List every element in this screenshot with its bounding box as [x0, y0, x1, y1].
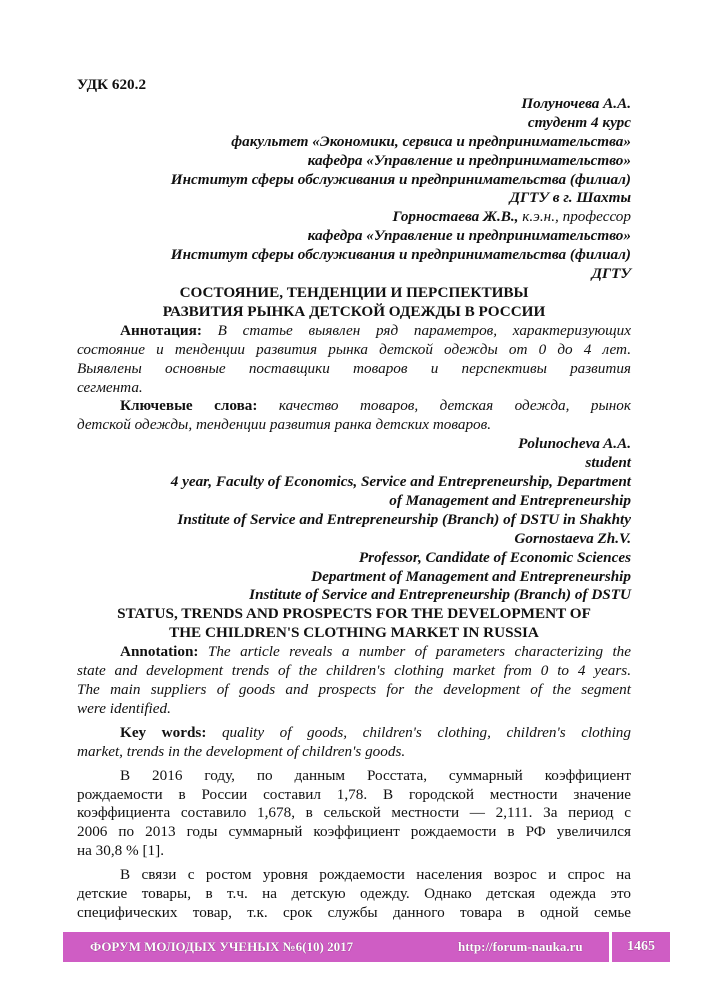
title-en-line: THE CHILDREN'S CLOTHING MARKET IN RUSSIA [169, 624, 539, 642]
body-paragraph-2 [77, 866, 631, 923]
body-line: коэффициента составило 1,678, в сельской местности — 2,111. За период с [77, 804, 631, 822]
annotation-ru-line: состояние и тенденции развития рынка детской одежды от 0 до 4 лет. [77, 340, 631, 358]
body-line: В 2016 году, по данным Росстата, суммарный коэффициент [120, 766, 631, 784]
author1-faculty-ru: факультет «Экономики, сервиса и предпринимательства» [231, 132, 631, 150]
body-line: 2006 по 2013 годы суммарный коэффициент рождаемости в РФ увеличился [77, 823, 631, 841]
annotation-en-line: were identified. [77, 699, 171, 717]
annotation-ru-line: сегмента. [77, 378, 143, 396]
title-en-line: STATUS, TRENDS AND PROSPECTS FOR THE DEVELOPMENT OF [117, 605, 591, 623]
body-line: специфических товар, т.к. срок службы данного товара в одной семье [77, 903, 631, 921]
title-ru [77, 284, 631, 322]
author2-institute-en: Institute of Service and Entrepreneurship (Branch) of DSTU [249, 586, 631, 604]
author2-department-en: Department of Management and Entrepreneurship [311, 567, 631, 585]
annotation-ru-line [77, 322, 631, 341]
journal-url[interactable]: http://forum-nauka.ru [458, 939, 583, 954]
body-paragraph-1 [77, 767, 631, 862]
author2-department-ru: кафедра «Управление и предпринимательство» [307, 227, 631, 245]
authors-en-block [77, 435, 631, 605]
keywords-ru-label: Ключевые слова: [120, 397, 258, 415]
author1-name-ru: Полуночева А.А. [521, 94, 631, 112]
keywords-en-label: Key words: [120, 723, 207, 741]
title-ru-line: СОСТОЯНИЕ, ТЕНДЕНЦИИ И ПЕРСПЕКТИВЫ [179, 283, 529, 301]
keywords-ru-line: детской одежды, тенденции развития ранка детских товаров. [77, 416, 492, 434]
keywords-en [77, 724, 631, 762]
keywords-ru-text: качество товаров, детская одежда, рынок [257, 397, 631, 415]
author1-status-ru: студент 4 курс [527, 113, 631, 131]
author1-institute-ru: Институт сферы обслуживания и предпринимательства (филиал) [170, 170, 631, 188]
keywords-ru [77, 397, 631, 435]
annotation-en-line: The main suppliers of goods and prospects for the development of the segment [77, 681, 631, 698]
author2-name-en: Gornostaeva Zh.V. [514, 529, 631, 547]
keywords-en-text: quality of goods, children's clothing, children's clothing [206, 723, 631, 741]
author2-name-ru: Горностаева Ж.В., [392, 208, 519, 226]
annotation-ru-line: Выявлены основные поставщики товаров и перспективы развития [77, 359, 631, 377]
author1-institute-en: Institute of Service and Entrepreneurship (Branch) of DSTU in Shakhty [177, 510, 631, 528]
author2-institute-ru: Институт сферы обслуживания и предпринимательства (филиал) [170, 246, 631, 264]
author1-name-en: Polunocheva A.A. [518, 435, 631, 453]
author2-degree-ru: к.э.н., профессор [518, 208, 631, 226]
author2-line-ru [77, 208, 631, 227]
annotation-ru-text: В статье выявлен ряд параметров, характеризующих [201, 321, 631, 339]
annotation-en-line [77, 643, 631, 662]
author2-university-ru: ДГТУ [591, 265, 631, 283]
journal-name: ФОРУМ МОЛОДЫХ УЧЕНЫХ №6(10) 2017 [90, 939, 354, 954]
author1-department-ru: кафедра «Управление и предпринимательство» [307, 151, 631, 169]
annotation-en [77, 643, 631, 719]
body-line: рождаемости в России составил 1,78. В городской местности значение [77, 785, 631, 803]
keywords-en-line [77, 724, 631, 743]
author1-status-en: student [585, 454, 631, 472]
keywords-en-line: market, trends in the development of children's goods. [77, 742, 406, 760]
author1-faculty-en: 4 year, Faculty of Economics, Service and Entrepreneurship, Department [170, 473, 631, 491]
body-line: В связи с ростом уровня рождаемости населения возрос и спрос на [120, 866, 631, 884]
body-line: детские товары, в т.ч. на детскую одежду. Однако детская одежда это [77, 885, 631, 903]
annotation-ru-label: Аннотация: [120, 321, 202, 339]
body-line: на 30,8 % [1]. [77, 842, 164, 860]
author1-university-ru: ДГТУ в г. Шахты [509, 189, 631, 207]
annotation-en-label: Annotation: [120, 643, 199, 661]
authors-ru-block [77, 95, 631, 284]
title-en [77, 605, 631, 643]
annotation-ru [77, 322, 631, 398]
page-number: 1465 [612, 932, 670, 962]
keywords-ru-line [77, 397, 631, 416]
author2-degree-en: Professor, Candidate of Economic Sciences [358, 548, 631, 566]
udk-code: УДК 620.2 [77, 76, 147, 93]
article-page [77, 76, 631, 923]
title-ru-line: РАЗВИТИЯ РЫНКА ДЕТСКОЙ ОДЕЖДЫ В РОССИИ [162, 302, 546, 320]
annotation-en-text: The article reveals a number of parameters characterizing the [198, 643, 631, 661]
annotation-en-line: state and development trends of the children's clothing market from 0 to 4 years. [77, 662, 631, 680]
author1-department-en: of Management and Entrepreneurship [389, 491, 631, 509]
journal-footer-bar [63, 932, 609, 962]
